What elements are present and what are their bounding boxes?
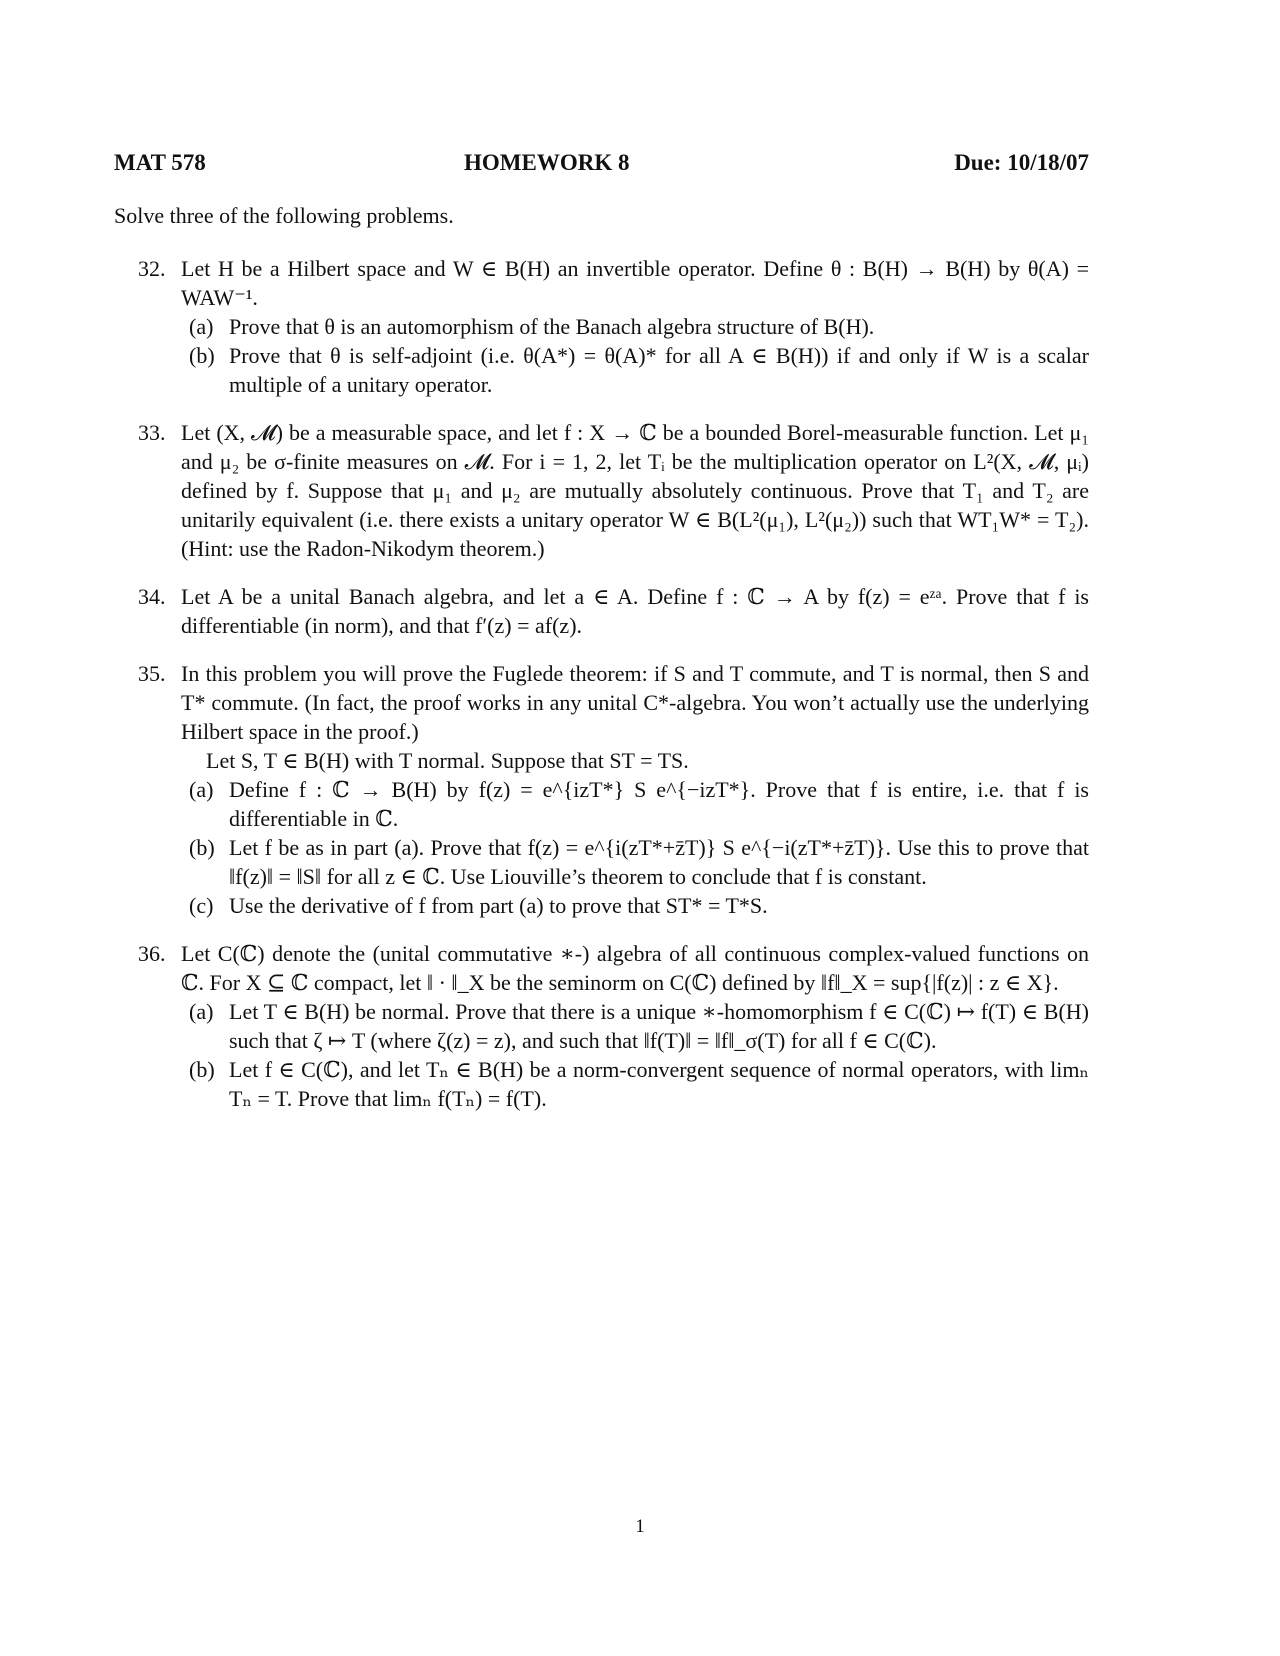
problem-part bbox=[181, 312, 1089, 341]
problem-text: In this problem you will prove the Fuglede theorem: if S and T commute, and T is normal, then S and T* commute. (In fact, the proof works in any unital C*-algebra. You won’t actually use the underlying Hilbert space in the proof.) bbox=[181, 661, 1089, 744]
problem-item bbox=[138, 582, 1089, 640]
part-label: (a) bbox=[189, 999, 214, 1024]
due-date: Due: 10/18/07 bbox=[954, 150, 1089, 175]
part-label: (b) bbox=[189, 835, 215, 860]
part-text: Let f ∈ C(ℂ), and let Tₙ ∈ B(H) be a norm-convergent sequence of normal operators, with limₙ Tₙ = T. Prove that limₙ f(Tₙ) = f(T). bbox=[229, 1057, 1089, 1111]
problem-number: 33. bbox=[138, 420, 166, 445]
problem-text: Let A be a unital Banach algebra, and let a ∈ A. Define f : ℂ → A by f(z) = eᶻᵃ. Prove that f is differentiable (in norm), and that f′(z) = af(z). bbox=[181, 584, 1089, 638]
problem-item bbox=[138, 939, 1089, 1113]
part-text: Let T ∈ B(H) be normal. Prove that there is a unique ∗-homomorphism f ∈ C(ℂ) ↦ f(T) ∈ B(H) such that ζ ↦ T (where ζ(z) = z), and such that ‖f(T)‖ = ‖f‖_σ(T) for all f ∈ C(ℂ). bbox=[229, 999, 1089, 1053]
problem-parts bbox=[181, 997, 1089, 1113]
problem-part bbox=[181, 891, 1089, 920]
part-text: Prove that θ is an automorphism of the Banach algebra structure of B(H). bbox=[229, 314, 875, 339]
problem-part bbox=[181, 775, 1089, 833]
problem-part bbox=[181, 1055, 1089, 1113]
problem-item bbox=[138, 418, 1089, 563]
problem-number: 34. bbox=[138, 584, 166, 609]
part-label: (c) bbox=[189, 893, 214, 918]
part-text: Define f : ℂ → B(H) by f(z) = e^{izT*} S e^{−izT*}. Prove that f is entire, i.e. that f is differentiable in ℂ. bbox=[229, 777, 1089, 831]
problem-text: Let C(ℂ) denote the (unital commutative ∗-) algebra of all continuous complex-valued functions on ℂ. For X ⊆ ℂ compact, let ‖ · ‖_X be the seminorm on C(ℂ) defined by ‖f‖_X = sup{|f(z)| : z ∈ X}. bbox=[181, 941, 1089, 995]
course-code: MAT 578 bbox=[114, 150, 206, 175]
problem-part bbox=[181, 997, 1089, 1055]
page-header bbox=[114, 150, 1089, 180]
part-label: (a) bbox=[189, 314, 214, 339]
problem-parts bbox=[181, 312, 1089, 399]
part-text: Use the derivative of f from part (a) to prove that ST* = T*S. bbox=[229, 893, 768, 918]
problem-text: Let H be a Hilbert space and W ∈ B(H) an invertible operator. Define θ : B(H) → B(H) by θ(A) = WAW⁻¹. bbox=[181, 256, 1089, 310]
problem-number: 36. bbox=[138, 941, 166, 966]
problem-number: 32. bbox=[138, 256, 166, 281]
assignment-title: HOMEWORK 8 bbox=[464, 150, 630, 175]
part-text: Let f be as in part (a). Prove that f(z) = e^{i(zT*+z̄T)} S e^{−i(zT*+z̄T)}. Use this to prove that ‖f(z)‖ = ‖S‖ for all z ∈ ℂ. Use Liouville’s theorem to conclude that f is constant. bbox=[229, 835, 1089, 889]
problem-list bbox=[138, 254, 1089, 1132]
instructions: Solve three of the following problems. bbox=[114, 203, 454, 228]
problem-item bbox=[138, 659, 1089, 920]
problem-lead: Let S, T ∈ B(H) with T normal. Suppose that ST = TS. bbox=[206, 748, 689, 773]
page-number: 1 bbox=[635, 1516, 645, 1537]
part-label: (b) bbox=[189, 343, 215, 368]
part-label: (b) bbox=[189, 1057, 215, 1082]
problem-number: 35. bbox=[138, 661, 166, 686]
problem-item bbox=[138, 254, 1089, 399]
problem-part bbox=[181, 833, 1089, 891]
problem-text: Let (X, 𝓜) be a measurable space, and let f : X → ℂ be a bounded Borel-measurable function. Let μ₁ and μ₂ be σ-finite measures on 𝓜. For i = 1, 2, let Tᵢ be the multiplication operator on L²(X, 𝓜, μᵢ) defined by f. Suppose that μ₁ and μ₂ are mutually absolutely continuous. Prove that T₁ and T₂ are unitarily equivalent (i.e. there exists a unitary operator W ∈ B(L²(μ₁), L²(μ₂)) such that WT₁W* = T₂). (Hint: use the Radon-Nikodym theorem.) bbox=[181, 420, 1089, 561]
problem-parts bbox=[181, 775, 1089, 920]
part-text: Prove that θ is self-adjoint (i.e. θ(A*) = θ(A)* for all A ∈ B(H)) if and only if W is a scalar multiple of a unitary operator. bbox=[229, 343, 1089, 397]
part-label: (a) bbox=[189, 777, 214, 802]
problem-part bbox=[181, 341, 1089, 399]
